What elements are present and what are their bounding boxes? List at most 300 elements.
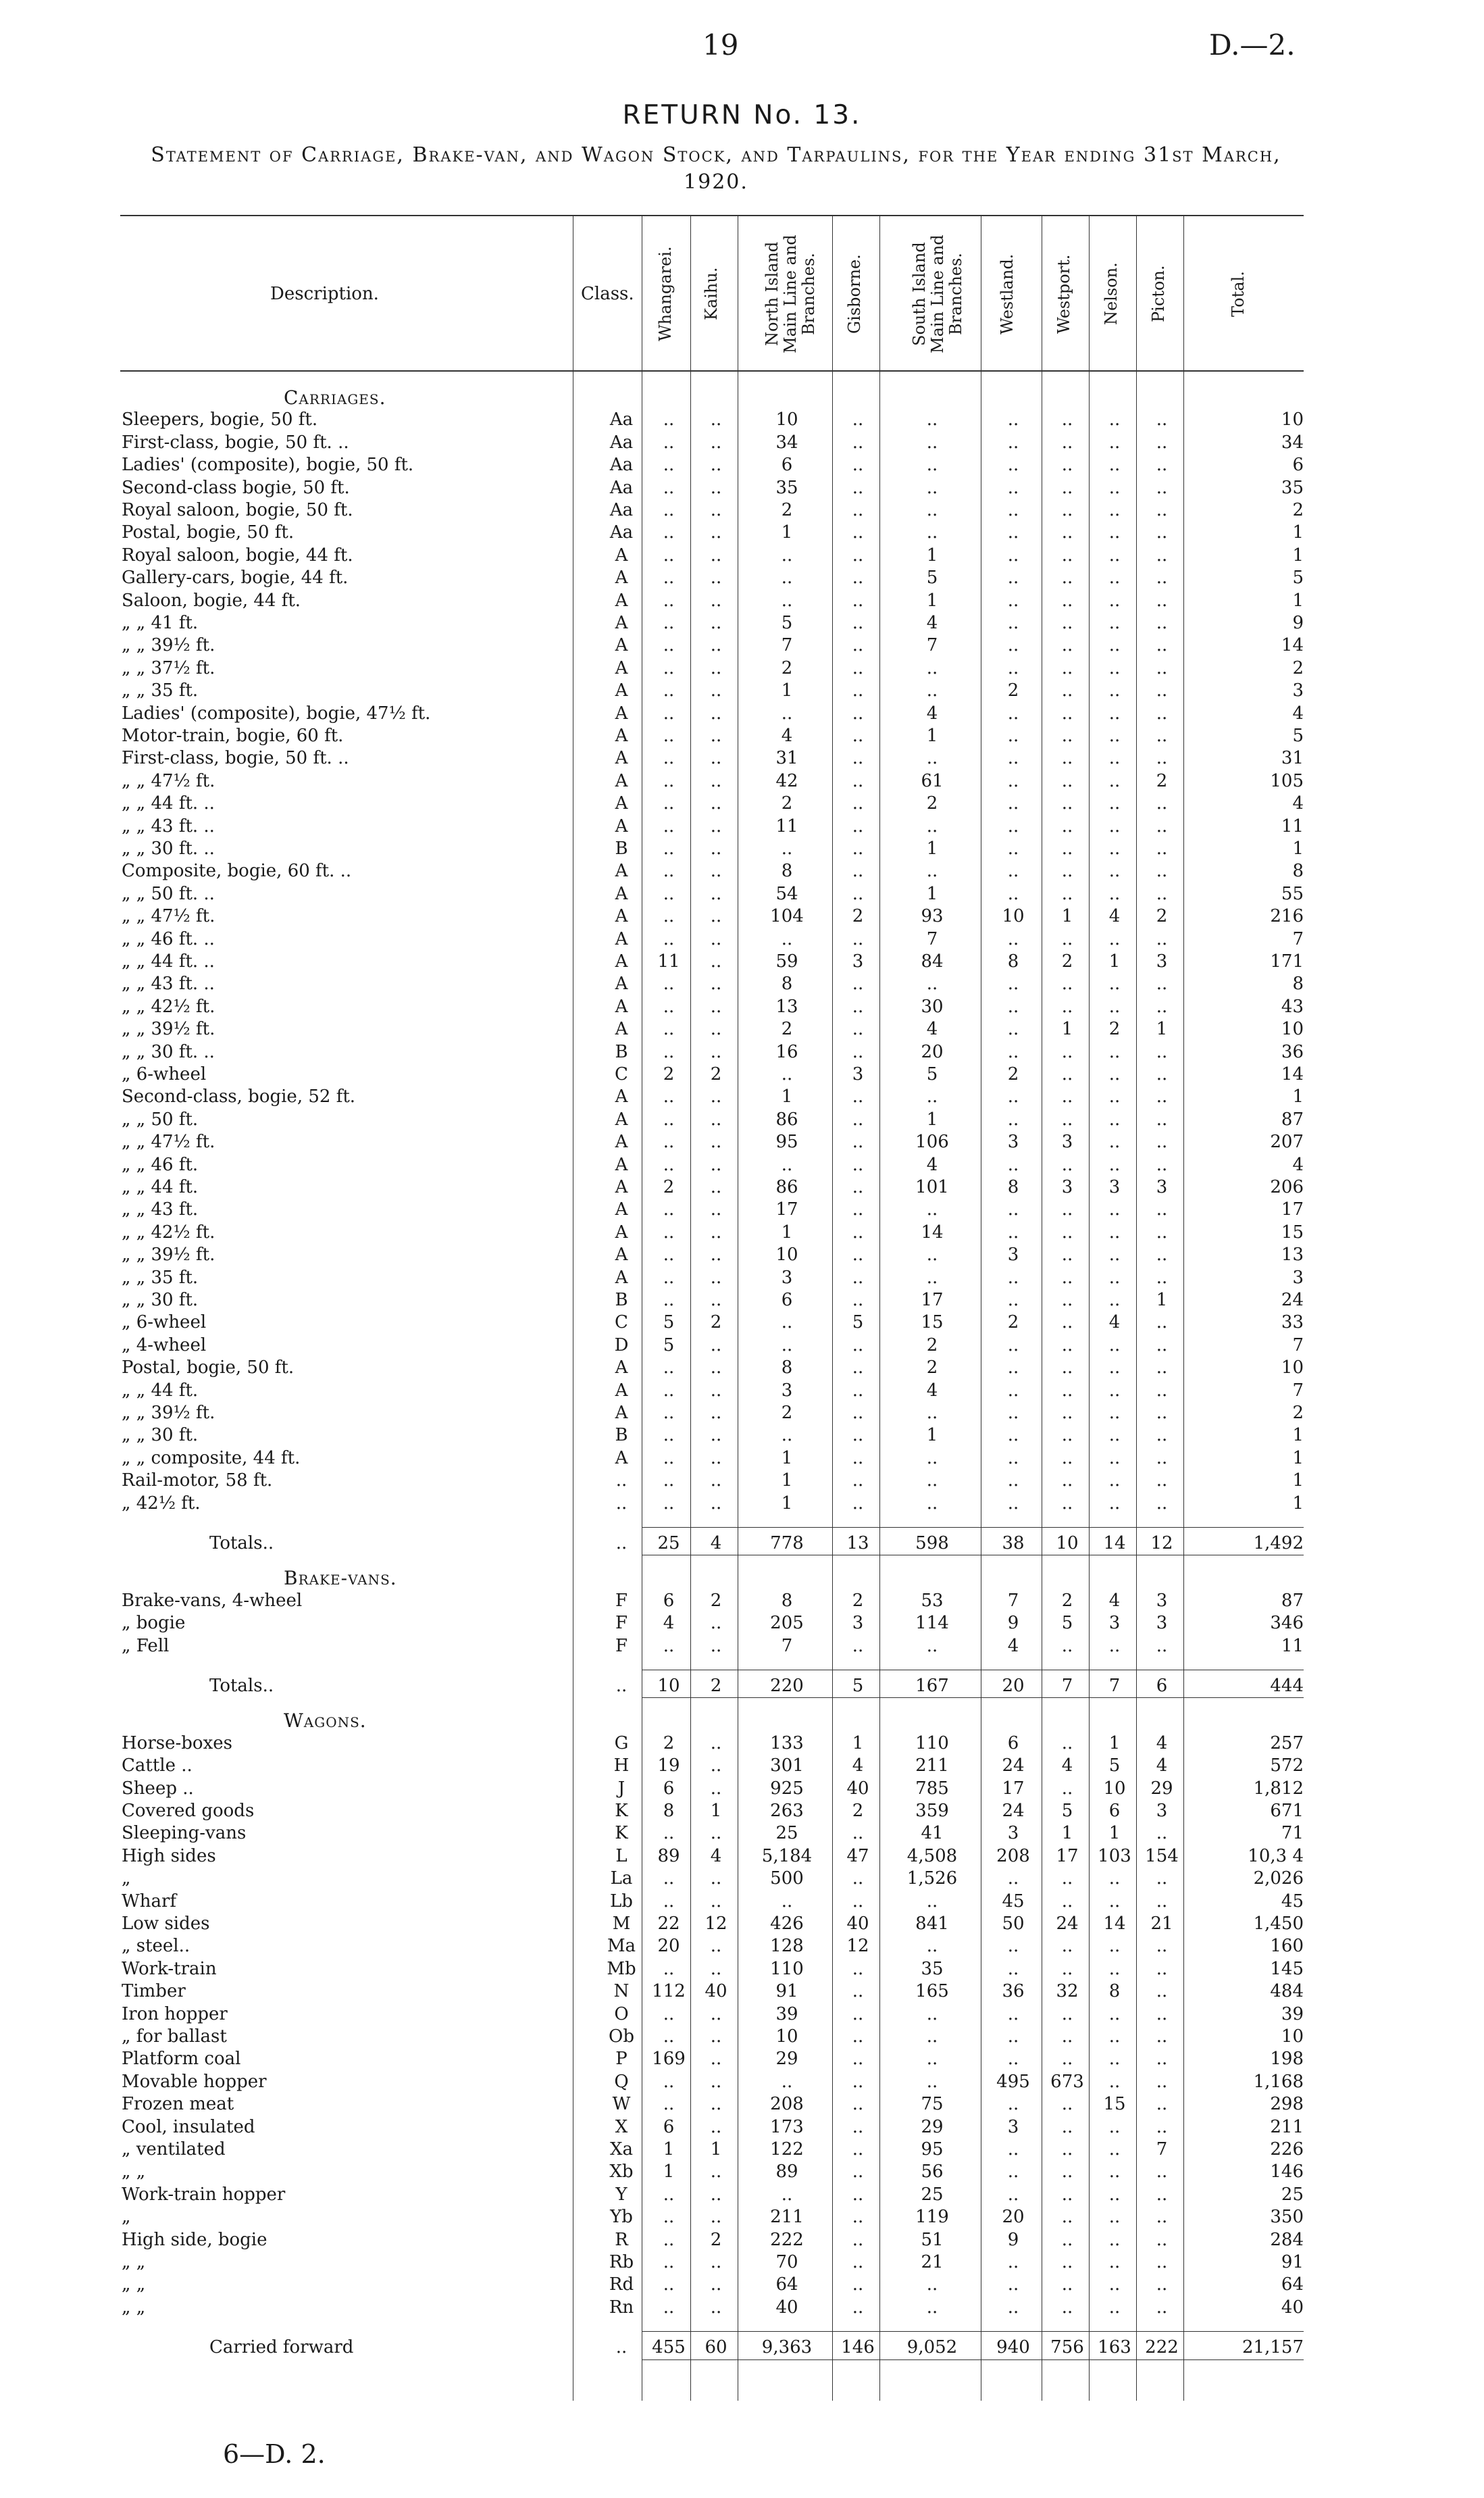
row-total: 8 <box>1292 974 1304 995</box>
cell-value: 13 <box>775 996 798 1017</box>
cell-value: .. <box>710 1732 722 1753</box>
cell-value: .. <box>781 928 793 949</box>
cell-value: 29 <box>921 2116 944 2137</box>
cell-value: .. <box>852 974 864 995</box>
cell-value: .. <box>710 2274 722 2295</box>
cell-value: .. <box>852 2071 864 2092</box>
cell-value: 1 <box>663 2162 675 2182</box>
cell-value: .. <box>1007 1334 1019 1355</box>
row-description: Cattle .. <box>122 1755 193 1776</box>
row-total: 160 <box>1270 1936 1304 1957</box>
cell-value: 14 <box>1103 1533 1126 1553</box>
table-row <box>0 432 1484 454</box>
cell-value: .. <box>710 1199 722 1220</box>
cell-value: 10 <box>1002 906 1025 927</box>
cell-value: 925 <box>770 1778 804 1799</box>
cell-value: 3 <box>852 951 864 972</box>
cell-value: .. <box>1156 1357 1168 1378</box>
cell-value: 7 <box>1007 1590 1019 1611</box>
cell-value: .. <box>1061 1868 1073 1889</box>
table-row <box>0 793 1484 815</box>
cell-value: 163 <box>1098 2337 1131 2358</box>
table-row <box>0 1357 1484 1379</box>
row-total: 7 <box>1292 928 1304 949</box>
row-description: Sleepers, bogie, 50 ft. <box>122 409 318 430</box>
cell-value: 4 <box>1156 1755 1168 1776</box>
cell-value: 3 <box>781 1380 793 1401</box>
row-class: A <box>615 748 628 769</box>
row-total: 3 <box>1292 1267 1304 1288</box>
cell-value: 5 <box>926 1064 938 1084</box>
row-total: 171 <box>1270 951 1304 972</box>
cell-value: .. <box>926 1403 938 1423</box>
cell-value: 21 <box>921 2252 944 2272</box>
cell-value: .. <box>1108 409 1121 430</box>
row-total: 14 <box>1281 635 1304 656</box>
cell-value: 2 <box>781 1019 793 1040</box>
row-class: A <box>615 1132 628 1153</box>
cell-value: .. <box>926 748 938 769</box>
cell-value: 31 <box>775 748 798 769</box>
cell-value: .. <box>710 500 722 520</box>
row-class: Xa <box>609 2139 633 2159</box>
row-class: R <box>615 2229 628 2250</box>
cell-value: .. <box>1156 613 1168 633</box>
cell-value: .. <box>663 1199 675 1220</box>
cell-value: .. <box>1156 839 1168 859</box>
cell-value: .. <box>663 1635 675 1656</box>
cell-value: .. <box>1156 680 1168 701</box>
cell-value: .. <box>663 1425 675 1446</box>
row-class: A <box>615 1154 628 1175</box>
cell-value: .. <box>663 680 675 701</box>
cell-value: .. <box>781 1425 793 1446</box>
cell-value: 14 <box>1103 1914 1126 1934</box>
cell-value: 40 <box>775 2297 798 2318</box>
table-row <box>0 951 1484 973</box>
cell-value: .. <box>710 793 722 814</box>
cell-value: .. <box>1007 2094 1019 2115</box>
cell-value: 2 <box>926 793 938 814</box>
cell-value: 10 <box>1056 1533 1079 1553</box>
cell-value: 7 <box>926 928 938 949</box>
row-class: D <box>614 1334 629 1355</box>
cell-value: .. <box>852 2162 864 2182</box>
table-row <box>0 1424 1484 1447</box>
cell-value: 1 <box>1108 1732 1121 1753</box>
cell-value: .. <box>663 1470 675 1491</box>
table-row <box>0 2003 1484 2026</box>
row-class: H <box>613 1755 630 1776</box>
row-description: Cool, insulated <box>122 2116 255 2137</box>
row-total: 11 <box>1281 1635 1304 1656</box>
row-class: A <box>615 635 628 656</box>
cell-value: .. <box>1007 2003 1019 2024</box>
cell-value: .. <box>852 1245 864 1266</box>
row-total: 346 <box>1270 1613 1304 1634</box>
cell-value: .. <box>663 2297 675 2318</box>
cell-value: .. <box>1108 1334 1121 1355</box>
cell-value: .. <box>852 816 864 836</box>
cell-value: .. <box>926 1493 938 1514</box>
row-description: First-class, bogie, 50 ft. .. <box>122 748 349 769</box>
cell-value: 21 <box>1150 1914 1173 1934</box>
cell-value: .. <box>710 1132 722 1153</box>
row-description: Wharf <box>122 1891 177 1912</box>
table-row <box>0 1980 1484 2003</box>
cell-value: 95 <box>775 1132 798 1153</box>
cell-value: .. <box>1061 2139 1073 2159</box>
cell-value: 1 <box>926 545 938 566</box>
row-description: „ „ 44 ft. .. <box>122 793 215 814</box>
column-header: South Island Main Line and Branches. <box>910 234 965 353</box>
cell-value: .. <box>663 1154 675 1175</box>
cell-value: .. <box>1156 793 1168 814</box>
row-total: 211 <box>1270 2116 1304 2137</box>
cell-value: 222 <box>770 2229 804 2250</box>
cell-value: .. <box>1061 1891 1073 1912</box>
cell-value: .. <box>1007 1290 1019 1310</box>
cell-value: .. <box>852 522 864 543</box>
cell-value: .. <box>1156 568 1168 589</box>
cell-value: 4 <box>926 703 938 724</box>
cell-value: .. <box>710 1936 722 1957</box>
table-row <box>0 1935 1484 1957</box>
cell-value: 5 <box>663 1334 675 1355</box>
cell-value: .. <box>1007 2049 1019 2070</box>
table-row <box>0 1402 1484 1424</box>
cell-value: .. <box>1108 1086 1121 1107</box>
cell-value: .. <box>1061 657 1073 678</box>
cell-value: 104 <box>770 906 804 927</box>
cell-value: .. <box>1061 2026 1073 2047</box>
cell-value: .. <box>663 1447 675 1468</box>
row-class: A <box>615 726 628 746</box>
cell-value: .. <box>1156 1493 1168 1514</box>
cell-value: .. <box>663 477 675 498</box>
cell-value: .. <box>1108 928 1121 949</box>
cell-value: .. <box>1061 1936 1073 1957</box>
cell-value: 1 <box>781 1222 793 1243</box>
cell-value: 3 <box>1061 1132 1073 1153</box>
cell-value: .. <box>710 2026 722 2047</box>
cell-value: 12 <box>1150 1533 1173 1553</box>
row-description: „ steel.. <box>122 1936 190 1957</box>
cell-value: 35 <box>921 1958 944 1979</box>
cell-value: .. <box>1108 1868 1121 1889</box>
row-total: 444 <box>1270 1676 1304 1696</box>
cell-value: 208 <box>770 2094 804 2115</box>
row-description: „ „ 50 ft. <box>122 1109 199 1130</box>
row-total: 1 <box>1292 1493 1304 1514</box>
cell-value: .. <box>1156 1380 1168 1401</box>
row-description: „ „ 43 ft. .. <box>122 974 215 995</box>
cell-value: 5 <box>781 613 793 633</box>
cell-value: 1 <box>926 1109 938 1130</box>
row-description: „ 4-wheel <box>122 1334 207 1355</box>
cell-value: .. <box>663 1958 675 1979</box>
cell-value: 598 <box>915 1533 949 1553</box>
cell-value: .. <box>1061 2252 1073 2272</box>
page-number: 19 <box>702 28 739 61</box>
cell-value: 50 <box>1002 1914 1025 1934</box>
cell-value: 89 <box>775 2162 798 2182</box>
row-description: „ „ <box>122 2162 146 2182</box>
cell-value: 7 <box>781 1635 793 1656</box>
cell-value: 3 <box>1007 1823 1019 1844</box>
cell-value: 1 <box>852 1732 864 1753</box>
cell-value: 20 <box>1002 2207 1025 2228</box>
cell-value: .. <box>663 1267 675 1288</box>
row-description: „ „ 50 ft. .. <box>122 883 215 904</box>
row-description: High side, bogie <box>122 2229 267 2250</box>
row-class: F <box>615 1590 628 1611</box>
cell-value: 3 <box>781 1267 793 1288</box>
cell-value: 2 <box>852 906 864 927</box>
totals-row <box>0 2337 1484 2359</box>
cell-value: .. <box>1007 1086 1019 1107</box>
cell-value: .. <box>710 951 722 972</box>
cell-value: .. <box>1007 613 1019 633</box>
row-description: „ „ 44 ft. <box>122 1177 199 1197</box>
table-row <box>0 2026 1484 2048</box>
row-total: 14 <box>1281 1064 1304 1084</box>
cell-value: .. <box>1007 590 1019 611</box>
row-class: Rb <box>609 2252 634 2272</box>
cell-value: .. <box>1007 1403 1019 1423</box>
cell-value: 17 <box>921 1290 944 1310</box>
row-description: Work-train hopper <box>122 2184 286 2205</box>
cell-value: .. <box>852 770 864 791</box>
cell-value: .. <box>852 2207 864 2228</box>
header-bottom-rule <box>120 370 1304 372</box>
cell-value: .. <box>781 2184 793 2205</box>
cell-value: 1 <box>781 680 793 701</box>
cell-value: 11 <box>775 816 798 836</box>
cell-value: .. <box>1007 2026 1019 2047</box>
cell-value: .. <box>852 2003 864 2024</box>
row-total: 1,168 <box>1253 2071 1304 2092</box>
row-class: Yb <box>610 2207 633 2228</box>
document-code: D.—2. <box>1209 28 1296 61</box>
cell-value: 9 <box>1007 2229 1019 2250</box>
cell-value: .. <box>1061 590 1073 611</box>
cell-value: 165 <box>915 1981 949 2002</box>
cell-value: .. <box>852 1154 864 1175</box>
row-total: 1,812 <box>1253 1778 1304 1799</box>
row-total: 2 <box>1292 1403 1304 1423</box>
cell-value: .. <box>663 770 675 791</box>
row-description: „ „ 30 ft. .. <box>122 1041 215 1062</box>
cell-value: .. <box>1156 590 1168 611</box>
cell-value: .. <box>926 1635 938 1656</box>
cell-value: 2 <box>710 2229 722 2250</box>
cell-value: 15 <box>921 1312 944 1333</box>
row-description: „ „ 44 ft. <box>122 1380 199 1401</box>
row-total: 43 <box>1281 996 1304 1017</box>
cell-value: 211 <box>915 1755 949 1776</box>
cell-value: .. <box>1061 2049 1073 2070</box>
row-class: A <box>615 883 628 904</box>
row-description: Totals.. <box>209 1676 274 1696</box>
cell-value: .. <box>1156 2049 1168 2070</box>
cell-value: 301 <box>770 1755 804 1776</box>
header-class: Class. <box>581 284 634 304</box>
footer-signature: 6—D. 2. <box>223 2439 326 2469</box>
row-description: „ „ 39½ ft. <box>122 635 215 656</box>
cell-value: 70 <box>775 2252 798 2272</box>
cell-value: .. <box>710 1357 722 1378</box>
cell-value: .. <box>1061 1199 1073 1220</box>
row-class: B <box>615 1041 628 1062</box>
totals-row <box>0 1532 1484 1555</box>
cell-value: .. <box>1156 432 1168 453</box>
cell-value: 1 <box>781 1447 793 1468</box>
cell-value: .. <box>710 1778 722 1799</box>
cell-value: .. <box>1061 613 1073 633</box>
cell-value: .. <box>1061 1086 1073 1107</box>
cell-value: .. <box>926 1199 938 1220</box>
table-row <box>0 905 1484 928</box>
cell-value: .. <box>710 1334 722 1355</box>
cell-value: 47 <box>846 1845 869 1866</box>
cell-value: .. <box>710 477 722 498</box>
row-total: 36 <box>1281 1041 1304 1062</box>
cell-value: 4 <box>926 1154 938 1175</box>
cell-value: .. <box>1156 861 1168 882</box>
cell-value: .. <box>781 1154 793 1175</box>
row-total: 87 <box>1281 1590 1304 1611</box>
cell-value: .. <box>852 680 864 701</box>
cell-value: .. <box>710 635 722 656</box>
cell-value: .. <box>663 409 675 430</box>
table-row <box>0 409 1484 431</box>
cell-value: .. <box>1108 1493 1121 1514</box>
cell-value: .. <box>1061 635 1073 656</box>
table-row <box>0 1109 1484 1131</box>
table-row <box>0 1018 1484 1041</box>
cell-value: .. <box>663 635 675 656</box>
cell-value: .. <box>1007 2184 1019 2205</box>
cell-value: .. <box>1061 545 1073 566</box>
cell-value: .. <box>926 2071 938 2092</box>
row-total: 6 <box>1292 455 1304 476</box>
row-total: 11 <box>1281 816 1304 836</box>
row-total: 10 <box>1281 409 1304 430</box>
row-description: Totals.. <box>209 1533 274 1553</box>
cell-value: .. <box>852 1635 864 1656</box>
cell-value: 1 <box>1061 906 1073 927</box>
cell-value: .. <box>852 1019 864 1040</box>
cell-value: .. <box>1007 545 1019 566</box>
cell-value: .. <box>852 635 864 656</box>
cell-value: .. <box>852 2049 864 2070</box>
cell-value: .. <box>663 613 675 633</box>
cell-value: .. <box>1007 974 1019 995</box>
cell-value: .. <box>1061 680 1073 701</box>
cell-value: 6 <box>781 1290 793 1310</box>
cell-value: .. <box>663 906 675 927</box>
cell-value: 2 <box>781 1403 793 1423</box>
table-row <box>0 2297 1484 2319</box>
cell-value: .. <box>663 2229 675 2250</box>
cell-value: 17 <box>775 1199 798 1220</box>
cell-value: .. <box>1108 1290 1121 1310</box>
cell-value: 940 <box>996 2337 1030 2358</box>
row-total: 572 <box>1270 1755 1304 1776</box>
cell-value: .. <box>1156 545 1168 566</box>
cell-value: .. <box>710 1245 722 1266</box>
cell-value: .. <box>1007 996 1019 1017</box>
cell-value: .. <box>710 545 722 566</box>
cell-value: .. <box>852 1958 864 1979</box>
cell-value: .. <box>1156 500 1168 520</box>
cell-value: .. <box>1108 1403 1121 1423</box>
row-total: 13 <box>1281 1245 1304 1266</box>
row-total: 3 <box>1292 680 1304 701</box>
row-description: Sheep .. <box>122 1778 194 1799</box>
table-row <box>0 1244 1484 1266</box>
cell-value: .. <box>852 1981 864 2002</box>
cell-value: 1 <box>1108 951 1121 972</box>
cell-value: 3 <box>1156 1801 1168 1821</box>
cell-value: .. <box>1156 2297 1168 2318</box>
cell-value: .. <box>1108 1425 1121 1446</box>
table-row <box>0 1822 1484 1845</box>
row-total: 1 <box>1292 839 1304 859</box>
row-description: „ „ 43 ft. <box>122 1199 199 1220</box>
cell-value: .. <box>1108 522 1121 543</box>
cell-value: .. <box>1108 1109 1121 1130</box>
table-row <box>0 612 1484 634</box>
cell-value: 4 <box>710 1845 722 1866</box>
cell-value: .. <box>1061 816 1073 836</box>
cell-value: .. <box>663 2094 675 2115</box>
cell-value: .. <box>926 432 938 453</box>
row-class: F <box>615 1613 628 1634</box>
return-title: RETURN No. 13. <box>622 100 862 130</box>
cell-value: .. <box>852 432 864 453</box>
cell-value: 3 <box>1007 2116 1019 2137</box>
row-total: 55 <box>1281 883 1304 904</box>
cell-value: .. <box>1108 1958 1121 1979</box>
cell-value: .. <box>710 1086 722 1107</box>
cell-value: .. <box>1156 657 1168 678</box>
cell-value: .. <box>926 657 938 678</box>
row-total: 1,492 <box>1253 1533 1304 1553</box>
cell-value: .. <box>781 568 793 589</box>
cell-value: .. <box>1156 1245 1168 1266</box>
cell-value: 86 <box>775 1109 798 1130</box>
cell-value: .. <box>663 1245 675 1266</box>
row-class: A <box>615 1086 628 1107</box>
cell-value: .. <box>1061 2094 1073 2115</box>
cell-value: 4 <box>926 1019 938 1040</box>
cell-value: 9,052 <box>906 2337 958 2358</box>
cell-value: .. <box>781 1312 793 1333</box>
row-total: 40 <box>1281 2297 1304 2318</box>
cell-value: 20 <box>1002 1676 1025 1696</box>
cell-value: .. <box>1061 1357 1073 1378</box>
cell-value: .. <box>710 1868 722 1889</box>
row-description: Second-class, bogie, 52 ft. <box>122 1086 356 1107</box>
row-class: Mb <box>607 1958 636 1979</box>
table-row <box>0 1086 1484 1108</box>
row-description: „ „ composite, 44 ft. <box>122 1447 301 1468</box>
row-total: 2,026 <box>1253 1868 1304 1889</box>
cell-value: .. <box>710 2094 722 2115</box>
cell-value: 32 <box>1056 1981 1079 2002</box>
